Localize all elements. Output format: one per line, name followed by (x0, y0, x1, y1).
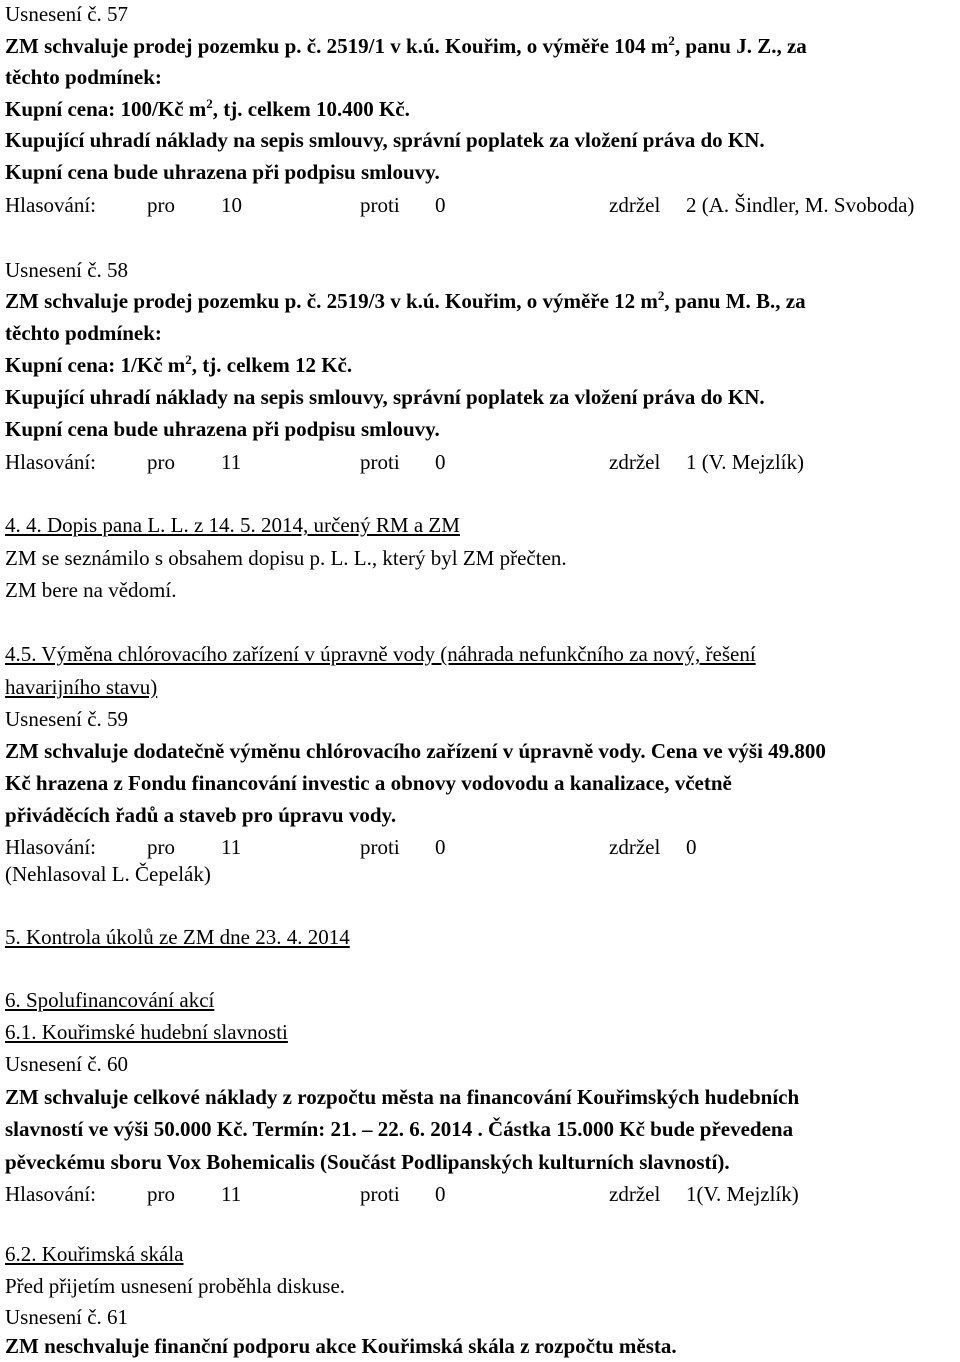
vote-label: Hlasování: (5, 450, 96, 474)
resolution-57-text-b: , panu J. Z., za (674, 34, 807, 58)
item-4-5-heading-cont: havarijního stavu) (5, 675, 158, 699)
superscript: 2 (668, 33, 675, 48)
resolution-60-vote (0, 1181, 960, 1207)
vote-proti-label: proti (360, 1182, 400, 1206)
resolution-58-text-a: ZM schvaluje prodej pozemku p. č. 2519/3 v k.ú. Kouřim, o výměře 12 m (5, 289, 658, 313)
resolution-60-heading: Usnesení č. 60 (5, 1052, 129, 1076)
resolution-61-text: ZM neschvaluje finanční podporu akce Kouřimská skála z rozpočtu města. (5, 1334, 677, 1358)
vote-pro-count: 10 (221, 193, 242, 217)
vote-label: Hlasování: (5, 835, 96, 859)
price-text-a: Kupní cena: 100/Kč m (5, 97, 207, 121)
vote-pro-count: 11 (221, 835, 242, 859)
superscript: 2 (657, 288, 665, 303)
vote-pro-count: 11 (221, 450, 242, 474)
item-4-5-heading: 4.5. Výměna chlórovacího zařízení v úpravně vody (náhrada nefunkčního za nový, řešení (5, 642, 756, 666)
vote-pro-label: pro (147, 835, 175, 859)
resolution-59-text: Kč hrazena z Fondu financování investic a obnovy vodovodu a kanalizace, včetně (5, 771, 732, 795)
resolution-60-text: pěveckému sboru Vox Bohemicalis (Součást Podlipanských kulturních slavností). (5, 1150, 730, 1174)
vote-zdrzel-value: 2 (A. Šindler, M. Svoboda) (686, 193, 915, 217)
resolution-57-text-line (5, 33, 807, 59)
vote-proti-label: proti (360, 193, 400, 217)
resolution-58-payment: Kupní cena bude uhrazena při podpisu smlouvy. (5, 417, 440, 441)
resolution-59-note: (Nehlasoval L. Čepelák) (5, 862, 211, 886)
price-text-b: , tj. celkem 12 Kč. (191, 353, 353, 377)
resolution-57-payment: Kupní cena bude uhrazena při podpisu smlouvy. (5, 160, 440, 184)
vote-proti-label: proti (360, 450, 400, 474)
resolution-58-text-line (5, 288, 806, 314)
item-6-2-heading: 6.2. Kouřimská skála (5, 1242, 184, 1266)
vote-label: Hlasování: (5, 193, 96, 217)
resolution-57-vote (0, 192, 960, 218)
item-6-1-heading: 6.1. Kouřimské hudební slavnosti (5, 1020, 288, 1044)
vote-proti-label: proti (360, 835, 400, 859)
resolution-58-text-b: , panu M. B., za (664, 289, 806, 313)
vote-zdrzel-value: 1(V. Mejzlík) (686, 1182, 799, 1206)
vote-pro-label: pro (147, 450, 175, 474)
vote-zdrzel-value: 0 (686, 835, 697, 859)
resolution-58-heading: Usnesení č. 58 (5, 258, 129, 282)
resolution-57-price-line (5, 96, 410, 122)
vote-zdrzel-label: zdržel (609, 1182, 661, 1206)
resolution-60-text: ZM schvaluje celkové náklady z rozpočtu města na financování Kouřimských hudebních (5, 1085, 800, 1109)
resolution-58-vote (0, 449, 960, 475)
vote-zdrzel-value: 1 (V. Mejzlík) (686, 450, 805, 474)
resolution-60-text: slavností ve výši 50.000 Kč. Termín: 21. – 22. 6. 2014 . Částka 15.000 Kč bude převedena (5, 1117, 794, 1141)
vote-proti-count: 0 (435, 450, 446, 474)
resolution-59-heading: Usnesení č. 59 (5, 707, 129, 731)
superscript: 2 (185, 352, 192, 367)
vote-pro-label: pro (147, 193, 175, 217)
price-text-a: Kupní cena: 1/Kč m (5, 353, 186, 377)
superscript: 2 (206, 96, 213, 111)
item-6-heading: 6. Spolufinancování akcí (5, 988, 215, 1012)
resolution-57-heading: Usnesení č. 57 (5, 2, 129, 26)
item-4-4-heading: 4. 4. Dopis pana L. L. z 14. 5. 2014, určený RM a ZM (5, 513, 460, 537)
vote-pro-label: pro (147, 1182, 175, 1206)
vote-zdrzel-label: zdržel (609, 450, 661, 474)
resolution-59-text: ZM schvaluje dodatečně výměnu chlórovacího zařízení v úpravně vody. Cena ve výši 49.800 (5, 739, 826, 763)
vote-proti-count: 0 (435, 835, 446, 859)
vote-label: Hlasování: (5, 1182, 96, 1206)
resolution-58-costs: Kupující uhradí náklady na sepis smlouvy, správní poplatek za vložení práva do KN. (5, 385, 765, 409)
resolution-57-costs: Kupující uhradí náklady na sepis smlouvy, správní poplatek za vložení práva do KN. (5, 128, 765, 152)
vote-proti-count: 0 (435, 1182, 446, 1206)
item-5-heading: 5. Kontrola úkolů ze ZM dne 23. 4. 2014 (5, 925, 350, 949)
resolution-61-heading: Usnesení č. 61 (5, 1305, 129, 1329)
resolution-59-vote (0, 834, 960, 860)
vote-proti-count: 0 (435, 193, 446, 217)
vote-zdrzel-label: zdržel (609, 193, 661, 217)
item-6-2-text: Před přijetím usnesení proběhla diskuse. (5, 1274, 346, 1298)
resolution-59-text: přiváděcích řadů a staveb pro úpravu vody. (5, 803, 397, 827)
resolution-57-conditions: těchto podmínek: (5, 65, 162, 89)
vote-zdrzel-label: zdržel (609, 835, 661, 859)
item-4-4-note: ZM bere na vědomí. (5, 578, 177, 602)
resolution-58-price-line (5, 352, 352, 378)
item-4-4-text: ZM se seznámilo s obsahem dopisu p. L. L., který byl ZM přečten. (5, 546, 567, 570)
resolution-57-text-a: ZM schvaluje prodej pozemku p. č. 2519/1 v k.ú. Kouřim, o výměře 104 m (5, 34, 669, 58)
vote-pro-count: 11 (221, 1182, 242, 1206)
resolution-58-conditions: těchto podmínek: (5, 321, 162, 345)
price-text-b: , tj. celkem 10.400 Kč. (212, 97, 410, 121)
